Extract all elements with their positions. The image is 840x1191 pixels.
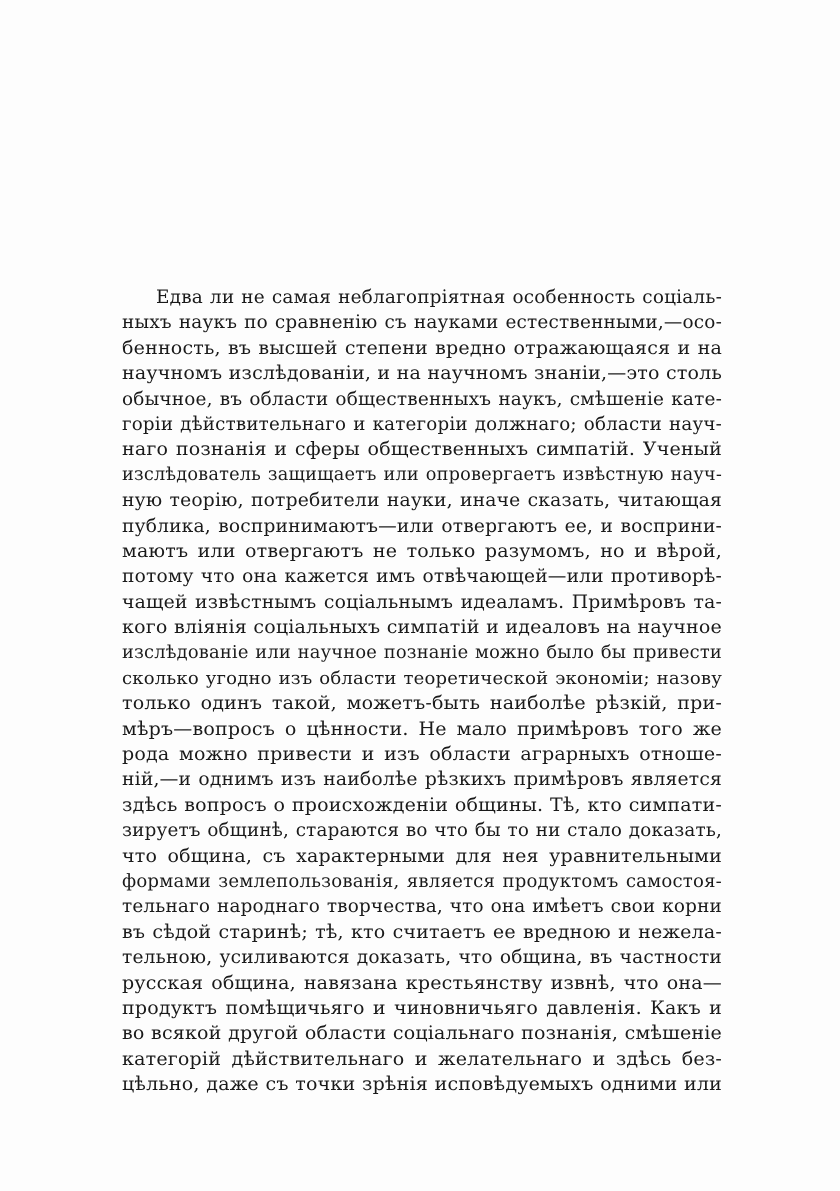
text-line: научномъ изслѣдованіи, и на научномъ знаніи,—это столь — [122, 362, 722, 385]
text-line: наго познанія и сферы общественныхъ симпатій. Ученый — [122, 438, 722, 461]
text-line: что община, съ характерными для нея уравнительными — [122, 844, 722, 867]
text-line: зируетъ общинѣ, стараются во что бы то ни стало доказать, — [122, 820, 722, 842]
text-line: сколько угодно изъ области теоретической экономіи; назову — [122, 667, 722, 689]
text-line: цѣльно, даже съ точки зрѣнія исповѣдуемыхъ одними или — [122, 1073, 722, 1096]
text-line: бенность, въ высшей степени вредно отражающаяся и на — [122, 336, 722, 359]
text-line: формами землепользованія, является продуктомъ самостоя- — [122, 870, 722, 892]
text-line: ній,—и однимъ изъ наиболѣе рѣзкихъ примѣровъ является — [122, 769, 722, 791]
text-line: во всякой другой области соціальнаго познанія, смѣшеніе — [122, 1022, 722, 1045]
text-line: только одинъ такой, можетъ-быть наиболѣе рѣзкій, при- — [122, 692, 722, 715]
text-line: маютъ или отвергаютъ не только разумомъ, но и вѣрой, — [122, 539, 722, 562]
text-line: въ сѣдой старинѣ; тѣ, кто считаетъ ее вредною и нежела- — [122, 920, 722, 943]
text-line: изслѣдованіе или научное познаніе можно было бы привести — [122, 642, 722, 664]
text-line: русская община, навязана крестьянству извнѣ, что она— — [122, 971, 722, 994]
text-line: категорій дѣйствительнаго и желательнаго и здѣсь без- — [122, 1047, 722, 1070]
text-line: тельнаго народнаго творчества, что она имѣетъ свои корни — [122, 896, 722, 918]
text-line: рода можно привести и изъ области аграрныхъ отноше- — [122, 743, 722, 766]
text-line: кого вліянія соціальныхъ симпатій и идеаловъ на научное — [122, 616, 722, 639]
paragraph — [122, 285, 722, 1098]
text-line: обычное, въ области общественныхъ наукъ, смѣшеніе кате- — [122, 388, 722, 410]
text-line: здѣсь вопросъ о происхожденіи общины. Тѣ, кто симпати- — [122, 793, 722, 816]
text-line: продуктъ помѣщичьяго и чиновничьяго давленія. Какъ и — [122, 996, 722, 1019]
text-line: Едва ли не самая неблагопріятная особенность соціаль- — [156, 287, 722, 308]
text-line: мѣръ—вопросъ о цѣнности. Не мало примѣровъ того же — [122, 717, 722, 740]
text-line: чащей извѣстнымъ соціальнымъ идеаламъ. Примѣровъ та- — [122, 591, 722, 613]
text-line: потому что она кажется имъ отвѣчающей—или противорѣ- — [122, 566, 722, 588]
text-line: горіи дѣйствительнаго и категоріи должнаго; области науч- — [122, 413, 722, 435]
text-line: публика, воспринимаютъ—или отвергаютъ ее, и восприни- — [122, 515, 722, 537]
text-line: ную теорію, потребители науки, иначе сказать, читающая — [122, 490, 722, 512]
text-line: ныхъ наукъ по сравненію съ науками естественными,—осо- — [122, 312, 722, 334]
text-line: тельною, усиливаются доказать, что община, въ частности — [122, 947, 722, 969]
text-line: изслѣдователь защищаетъ или опровергаетъ извѣстную науч- — [122, 464, 722, 485]
